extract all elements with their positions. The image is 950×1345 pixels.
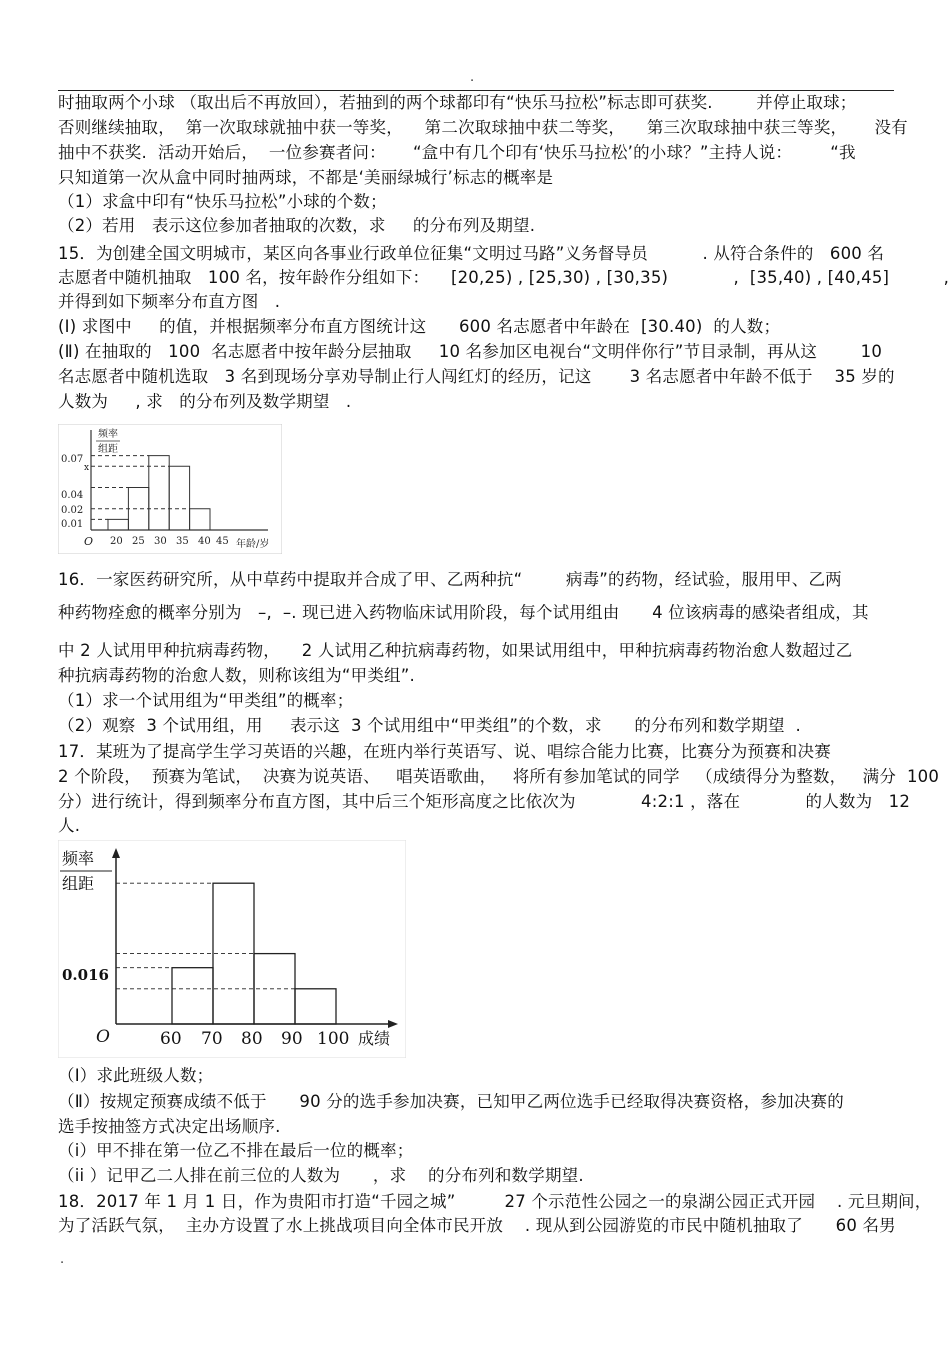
y-tick: x	[84, 463, 90, 473]
x-tick: 70	[201, 1029, 223, 1049]
text-line: （2）观察 3 个试用组，用 表示这 3 个试用组中“甲类组”的个数，求 的分布列和数学期望 .	[58, 716, 801, 735]
text-line: (Ⅰ) 求图中 的值，并根据频率分布直方图统计这 600 名志愿者中年龄在 [30.40) 的人数；	[58, 317, 781, 336]
x-tick: 45	[216, 536, 229, 547]
y-label-top: 频率	[62, 849, 95, 868]
text-line: （Ⅱ）按规定预赛成绩不低于 90 分的选手参加决赛，已知甲乙两位选手已经取得决赛资格，参加决赛的	[58, 1092, 844, 1111]
y-label-bottom: 组距	[98, 444, 118, 455]
text-line: （Ⅰ）求此班级人数；	[58, 1066, 214, 1085]
text-line: 抽中不获奖. 活动开始后， 一位参赛者问： “盒中有几个印有‘快乐马拉松’的小球？”主持人说： “我	[58, 143, 856, 162]
question-18-title: 18．2017 年 1 月 1 日，作为贵阳市打造“千园之城” 27 个示范性公园之一的泉湖公园正式开园 . 元旦期间，	[58, 1192, 932, 1211]
x-tick: 20	[110, 536, 123, 547]
question-16-title: 16．一家医药研究所，从中草药中提取并合成了甲、乙两种抗“ 病毒”的药物，经试验，服用甲、乙两	[58, 570, 842, 589]
text-line: 时抽取两个小球 （取出后不再放回），若抽到的两个球都印有“快乐马拉松”标志即可获奖. 并停止取球；	[58, 93, 857, 112]
x-axis-label: 年龄/岁	[236, 539, 270, 550]
text-line: 种药物痊愈的概率分别为 –, –. 现已进入药物临床试用阶段，每个试用组由 4 位该病毒的感染者组成，其	[58, 603, 869, 622]
text-line: 人数为 , 求 的分布列及数学期望 .	[58, 392, 352, 411]
y-tick: 0.016	[62, 966, 109, 984]
question-15-title: 15．为创建全国文明城市，某区向各事业行政单位征集“文明过马路”义务督导员 . 从符合条件的 600 名	[58, 244, 885, 263]
text-line: 否则继续抽取， 第一次取球就抽中获一等奖， 第二次取球抽中获二等奖， 第三次取球抽中获三等奖， 没有	[58, 118, 908, 137]
y-tick: 0.02	[61, 505, 84, 516]
y-tick: 0.01	[61, 519, 84, 530]
text-line: （1）求盒中印有“快乐马拉松”小球的个数；	[58, 192, 387, 211]
text-line: 并得到如下频率分布直方图 .	[58, 292, 281, 311]
x-tick: 25	[132, 536, 145, 547]
x-axis-label: 成绩	[358, 1029, 391, 1048]
y-tick: 0.07	[61, 454, 84, 465]
x-tick: 100	[317, 1029, 350, 1049]
histogram-scores	[58, 840, 406, 1058]
text-line: 只知道第一次从盒中同时抽两球，不都是‘美丽绿城行’标志的概率是	[58, 168, 554, 187]
text-line: (Ⅱ) 在抽取的 100 名志愿者中按年龄分层抽取 10 名参加区电视台“文明伴你行”节目录制，再从这 10	[58, 342, 883, 361]
text-line: （2）若用 表示这位参加者抽取的次数，求 的分布列及期望.	[58, 216, 536, 235]
x-tick: 35	[176, 536, 189, 547]
x-tick: 60	[160, 1029, 182, 1049]
text-line: 中 2 人试用甲种抗病毒药物， 2 人试用乙种抗病毒药物，如果试用组中，甲种抗病毒药物治愈人数超过乙	[58, 641, 853, 660]
x-tick: 90	[281, 1029, 303, 1049]
x-tick: 30	[154, 536, 167, 547]
text-line: 种抗病毒药物的治愈人数，则称该组为“甲类组”.	[58, 666, 415, 685]
page-bottom-dot: .	[60, 1252, 65, 1267]
y-label-bottom: 组距	[62, 874, 95, 893]
text-line: 志愿者中随机抽取 100 名，按年龄作分组如下： [20,25) , [25,30) , [30,35) , [35,40) , [40,45] ,	[58, 268, 950, 287]
text-line: 选手按抽签方式决定出场顺序.	[58, 1117, 281, 1136]
origin-label: O	[84, 535, 94, 548]
y-label-top: 频率	[98, 429, 118, 440]
text-line: 人.	[58, 816, 81, 835]
question-17-title: 17．某班为了提高学生学习英语的兴趣，在班内举行英语写、说、唱综合能力比赛，比赛分为预赛和决赛	[58, 742, 831, 761]
text-line: 分）进行统计，得到频率分布直方图，其中后三个矩形高度之比依次为 4:2:1 ，落在 的人数为 12	[58, 792, 911, 811]
text-line: 2 个阶段， 预赛为笔试， 决赛为说英语、 唱英语歌曲， 将所有参加笔试的同学 （成绩得分为整数， 满分 100	[58, 767, 940, 786]
header-rule	[58, 90, 894, 91]
text-line: （ii ）记甲乙二人排在前三位的人数为 ，求 的分布列和数学期望.	[58, 1166, 584, 1185]
x-tick: 80	[241, 1029, 263, 1049]
histogram-age	[58, 424, 282, 554]
text-line: 名志愿者中随机选取 3 名到现场分享劝导制止行人闯红灯的经历，记这 3 名志愿者中年龄不低于 35 岁的	[58, 367, 895, 386]
x-tick: 40	[198, 536, 211, 547]
y-tick: 0.04	[61, 490, 84, 501]
text-line: （1）求一个试用组为“甲类组”的概率；	[58, 691, 354, 710]
text-line: 为了活跃气氛， 主办方设置了水上挑战项目向全体市民开放 . 现从到公园游览的市民中随机抽取了 60 名男	[58, 1216, 896, 1235]
page-top-dot: .	[470, 70, 475, 85]
text-line: （i）甲不排在第一位乙不排在最后一位的概率；	[58, 1141, 414, 1160]
origin-label: O	[96, 1027, 110, 1047]
